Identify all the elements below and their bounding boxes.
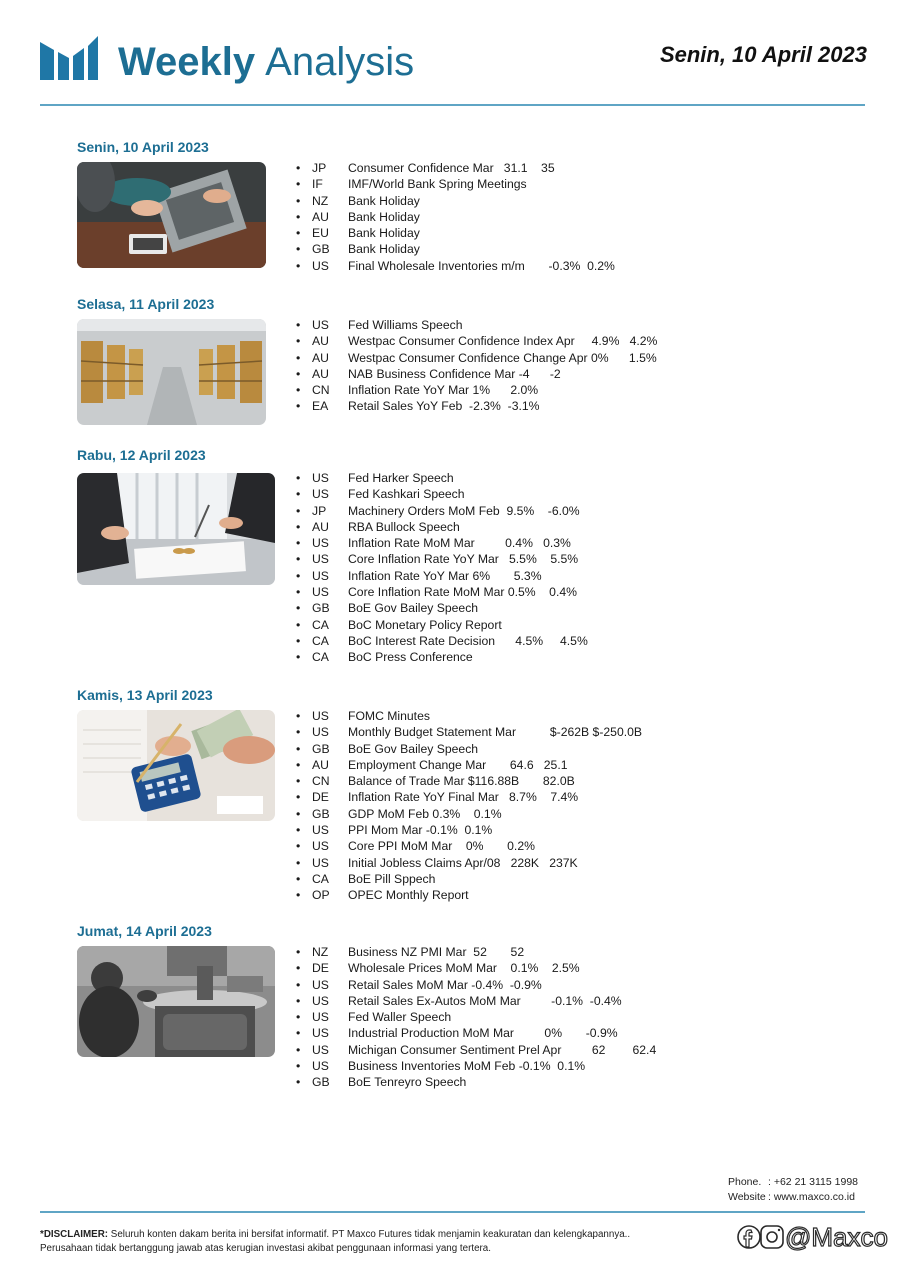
country-code: US [312, 258, 329, 273]
event-text: Fed Kashkari Speech [348, 487, 465, 502]
country-code: US [312, 487, 329, 502]
country-code: NZ [312, 193, 329, 208]
facebook-icon [738, 1226, 760, 1248]
country-code: EA [312, 399, 329, 414]
country-code: CA [312, 617, 329, 632]
country-code: AU [312, 757, 329, 772]
country-code: US [312, 471, 329, 485]
day-title: Rabu, 12 April 2023 [77, 447, 206, 463]
country-code: US [312, 552, 329, 567]
phone-label: Phone. [728, 1176, 762, 1188]
event-text: Fed Williams Speech [348, 318, 463, 332]
event-text: Industrial Production MoM Mar 0% -0.9% [348, 1026, 618, 1041]
website-line [728, 1190, 858, 1205]
page-title-bold: Weekly [118, 40, 256, 84]
country-code: CA [312, 650, 329, 665]
country-code: US [312, 993, 329, 1008]
event-text: OPEC Monthly Report [348, 888, 469, 903]
country-code: US [312, 823, 329, 838]
event-text: Business NZ PMI Mar 52 52 [348, 945, 525, 959]
country-code: CA [312, 871, 329, 886]
event-text: Bank Holiday [348, 226, 420, 241]
country-code: JP [312, 503, 327, 518]
event-text: RBA Bullock Speech [348, 519, 460, 534]
country-code: GB [312, 601, 330, 616]
country-code: US [312, 536, 329, 551]
event-text: Core PPI MoM Mar 0% 0.2% [348, 839, 535, 854]
instagram-icon [761, 1226, 783, 1248]
country-code: CN [312, 774, 330, 789]
event-text: Inflation Rate MoM Mar 0.4% 0.3% [348, 536, 571, 551]
country-code: US [312, 585, 329, 600]
day-title: Kamis, 13 April 2023 [77, 687, 213, 703]
event-text: Core Inflation Rate MoM Mar 0.5% 0.4% [348, 585, 577, 600]
event-text: Retail Sales YoY Feb -2.3% -3.1% [348, 399, 540, 414]
footer-divider [40, 1211, 865, 1213]
event-text: Business Inventories MoM Feb -0.1% 0.1% [348, 1059, 586, 1074]
event-text: Fed Waller Speech [348, 1010, 452, 1025]
event-text: Final Wholesale Inventories m/m -0.3% 0.2% [348, 258, 615, 273]
event-text: BoC Press Conference [348, 650, 473, 665]
country-code: IF [312, 177, 323, 192]
event-text: BoE Gov Bailey Speech [348, 601, 479, 616]
event-text: Bank Holiday [348, 242, 420, 257]
event-text: Retail Sales Ex-Autos MoM Mar -0.1% -0.4% [348, 993, 622, 1008]
event-text: Wholesale Prices MoM Mar 0.1% 2.5% [348, 961, 580, 976]
event-text: IMF/World Bank Spring Meetings [348, 177, 527, 192]
country-code: JP [312, 161, 327, 175]
country-code: GB [312, 806, 330, 821]
event-text: Retail Sales MoM Mar -0.4% -0.9% [348, 977, 542, 992]
country-code: US [312, 855, 329, 870]
event-text: Westpac Consumer Confidence Index Apr 4.9% 4.2% [348, 334, 658, 349]
brand-logo-icon [40, 36, 98, 80]
day-title: Senin, 10 April 2023 [77, 139, 209, 155]
disclaimer-line-2: Perusahaan tidak bertanggung jawab atas kerugian investasi akibat penggunaan informasi yang tertera. [40, 1243, 491, 1254]
event-text: Westpac Consumer Confidence Change Apr 0% 1.5% [348, 350, 657, 365]
disclaimer-label: *DISCLAIMER: [40, 1229, 109, 1240]
event-text: PPI Mom Mar -0.1% 0.1% [348, 823, 493, 838]
event-text: Bank Holiday [348, 209, 420, 224]
disclaimer-line-1: Seluruh konten dakam berita ini bersifat informatif. PT Maxco Futures tidak menjamin keakuratan dan kelengkapannya.. [110, 1229, 631, 1240]
country-code: US [312, 1010, 329, 1025]
country-code: US [312, 839, 329, 854]
day-title: Jumat, 14 April 2023 [77, 923, 212, 939]
event-text: Employment Change Mar 64.6 25.1 [348, 757, 568, 772]
event-text: Bank Holiday [348, 193, 420, 208]
event-text: Michigan Consumer Sentiment Prel Apr 62 62.4 [348, 1042, 657, 1057]
day-title: Selasa, 11 April 2023 [77, 296, 215, 312]
country-code: US [312, 1026, 329, 1041]
report-date: Senin, 10 April 2023 [659, 42, 867, 67]
event-text: Consumer Confidence Mar 31.1 35 [348, 161, 555, 175]
country-code: OP [312, 888, 330, 903]
country-code: AU [312, 366, 329, 381]
event-text: BoC Monetary Policy Report [348, 617, 502, 632]
country-code: US [312, 1042, 329, 1057]
event-text: Core Inflation Rate YoY Mar 5.5% 5.5% [348, 552, 579, 567]
country-code: AU [312, 334, 329, 349]
event-text: BoE Gov Bailey Speech [348, 741, 479, 756]
calculator-and-money-photo [77, 710, 275, 821]
country-code: GB [312, 741, 330, 756]
hands-assembling-computer-photo [77, 162, 266, 268]
social-handle-text: @Maxco [785, 1222, 888, 1252]
country-code: GB [312, 1075, 330, 1090]
event-text: GDP MoM Feb 0.3% 0.1% [348, 806, 502, 821]
event-text: Inflation Rate YoY Final Mar 8.7% 7.4% [348, 790, 579, 805]
event-text: BoE Tenreyro Speech [348, 1075, 467, 1090]
website-link[interactable]: : www.maxco.co.id [768, 1191, 855, 1203]
contact-info [728, 1175, 858, 1205]
country-code: DE [312, 790, 329, 805]
page-title [118, 36, 414, 88]
warehouse-shelves-photo [77, 319, 266, 425]
country-code: US [312, 318, 329, 332]
event-text: Balance of Trade Mar $116.88B 82.0B [348, 774, 575, 789]
country-code: AU [312, 350, 329, 365]
social-handle [735, 1219, 895, 1255]
country-code: US [312, 1059, 329, 1074]
country-code: NZ [312, 945, 329, 959]
country-code: US [312, 725, 329, 740]
event-text: Fed Harker Speech [348, 471, 454, 485]
event-text: NAB Business Confidence Mar -4 -2 [348, 366, 561, 381]
event-text: Inflation Rate YoY Mar 6% 5.3% [348, 568, 542, 583]
signing-document-photo [77, 473, 275, 585]
event-text: Monthly Budget Statement Mar $-262B $-250.0B [348, 725, 643, 740]
header-divider [40, 104, 865, 106]
country-code: DE [312, 961, 329, 976]
event-text: BoC Interest Rate Decision 4.5% 4.5% [348, 633, 588, 648]
country-code: EU [312, 226, 329, 241]
country-code: US [312, 977, 329, 992]
country-code: US [312, 568, 329, 583]
event-text: Initial Jobless Claims Apr/08 228K 237K [348, 855, 578, 870]
event-text: Inflation Rate YoY Mar 1% 2.0% [348, 383, 539, 398]
disclaimer [40, 1228, 730, 1256]
event-text: Machinery Orders MoM Feb 9.5% -6.0% [348, 503, 580, 518]
event-text: BoE Pill Sppech [348, 871, 436, 886]
website-label: Website [728, 1191, 766, 1203]
event-text: FOMC Minutes [348, 709, 430, 723]
country-code: AU [312, 209, 329, 224]
country-code: CA [312, 633, 329, 648]
country-code: US [312, 709, 329, 723]
phone-line [728, 1175, 858, 1190]
country-code: AU [312, 519, 329, 534]
worker-at-machine-photo [77, 946, 275, 1057]
page-title-light: Analysis [265, 40, 415, 84]
country-code: CN [312, 383, 330, 398]
phone-value: : +62 21 3115 1998 [768, 1176, 859, 1188]
country-code: GB [312, 242, 330, 257]
